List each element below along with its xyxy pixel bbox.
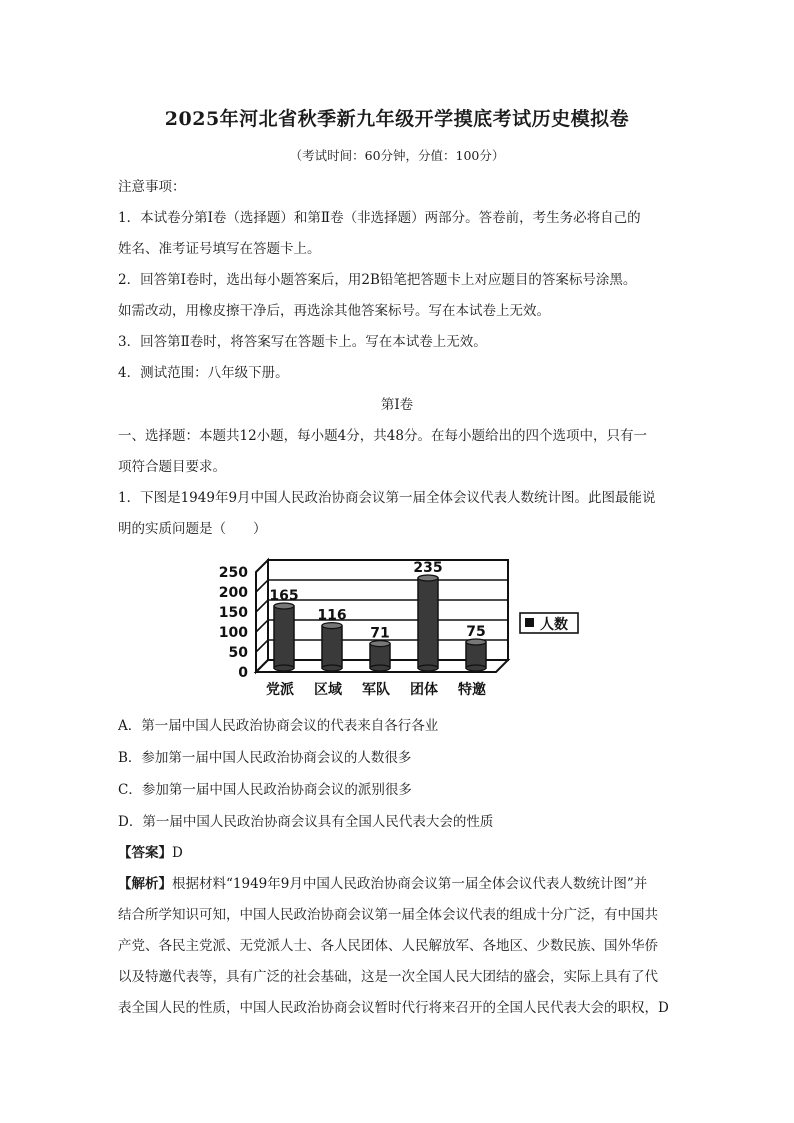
y-tick-label: 100 (218, 625, 248, 641)
note-1-line-1: 1．本试卷分第Ⅰ卷（选择题）和第Ⅱ卷（非选择题）两部分。答卷前，考生务必将自己的 (118, 210, 641, 226)
answer-line (118, 843, 678, 863)
chart-svg (212, 548, 592, 706)
answer-tag: 【答案】 (118, 845, 172, 861)
bar (322, 626, 342, 668)
page-title: 2025年河北省秋季新九年级开学摸底考试历史模拟卷 (164, 108, 630, 130)
bar-base (274, 665, 294, 671)
note-2-line-2: 如需改动，用橡皮擦干净后，再选涂其他答案标号。写在本试卷上无效。 (118, 303, 550, 319)
y-tick-label: 50 (228, 645, 248, 661)
bar-base (322, 665, 342, 671)
data-label: 116 (317, 607, 347, 624)
bar (466, 642, 486, 668)
legend-swatch (525, 618, 534, 627)
bar (274, 606, 294, 668)
section-label: 第Ⅰ卷 (380, 397, 414, 413)
bar-base (466, 665, 486, 671)
analysis-line-2: 结合所学知识可知，中国人民政治协商会议第一届全体会议代表的组成十分广泛，有中国共 (118, 907, 658, 923)
y-tick-label: 150 (218, 605, 248, 621)
option-c[interactable]: C．参加第一届中国人民政治协商会议的派别很多 (118, 782, 412, 798)
category-label: 团体 (410, 682, 438, 698)
delegates-bar-chart (212, 548, 592, 706)
question-1-stem-line-2: 明的实质问题是（ ） (118, 521, 267, 537)
note-2-line-1: 2．回答第Ⅰ卷时，选出每小题答案后，用2B铅笔把答题卡上对应题目的答案标号涂黑。 (118, 272, 637, 288)
data-label: 75 (466, 624, 486, 640)
bar-base (418, 665, 438, 671)
question-1-stem-line-1: 1．下图是1949年9月中国人民政治协商会议第一届全体会议代表人数统计图。此图最能说 (118, 490, 656, 506)
analysis-text-1: 根据材料“1949年9月中国人民政治协商会议第一届全体会议代表人数统计图”并 (172, 876, 648, 892)
section-intro-line-2: 项符合题目要求。 (118, 459, 226, 475)
y-tick-label: 250 (218, 565, 248, 581)
answer-value: D (172, 845, 183, 861)
category-label: 区域 (314, 682, 342, 698)
analysis-tag: 【解析】 (118, 876, 172, 892)
notes-heading: 注意事项： (118, 179, 186, 195)
note-4: 4．测试范围：八年级下册。 (118, 365, 289, 381)
analysis-line-1 (118, 874, 678, 894)
analysis-line-3: 产党、各民主党派、无党派人士、各人民团体、人民解放军、各地区、少数民族、国外华侨 (118, 938, 658, 954)
y-tick-label: 200 (218, 585, 248, 601)
data-label: 165 (269, 588, 299, 604)
bar (418, 578, 438, 668)
y-tick-label: 0 (238, 665, 248, 681)
legend-label: 人数 (540, 617, 568, 633)
section-intro-line-1: 一、选择题：本题共12小题，每小题4分，共48分。在每小题给出的四个选项中，只有一 (118, 428, 647, 444)
category-label: 党派 (266, 682, 294, 698)
note-3: 3．回答第Ⅱ卷时，将答案写在答题卡上。写在本试卷上无效。 (118, 334, 487, 350)
option-d[interactable]: D．第一届中国人民政治协商会议具有全国人民代表大会的性质 (118, 814, 494, 830)
note-1-line-2: 姓名、准考证号填写在答题卡上。 (118, 241, 321, 257)
exam-time-note: （考试时间：60分钟，分值：100分） (289, 148, 505, 163)
option-b[interactable]: B．参加第一届中国人民政治协商会议的人数很多 (118, 750, 412, 766)
bar-base (370, 665, 390, 671)
chart-left-wall (256, 560, 268, 672)
data-label: 71 (370, 625, 390, 642)
category-label: 军队 (362, 682, 390, 698)
option-a[interactable]: A．第一届中国人民政治协商会议的代表来自各行各业 (118, 718, 439, 734)
category-label: 特邀 (458, 682, 486, 698)
data-label: 235 (413, 560, 443, 576)
analysis-line-5: 表全国人民的性质，中国人民政治协商会议暂时代行将来召开的全国人民代表大会的职权，D (118, 1000, 669, 1016)
analysis-line-4: 以及特邀代表等，具有广泛的社会基础，这是一次全国人民大团结的盛会，实际上具有了代 (118, 969, 658, 985)
bar (370, 644, 390, 668)
